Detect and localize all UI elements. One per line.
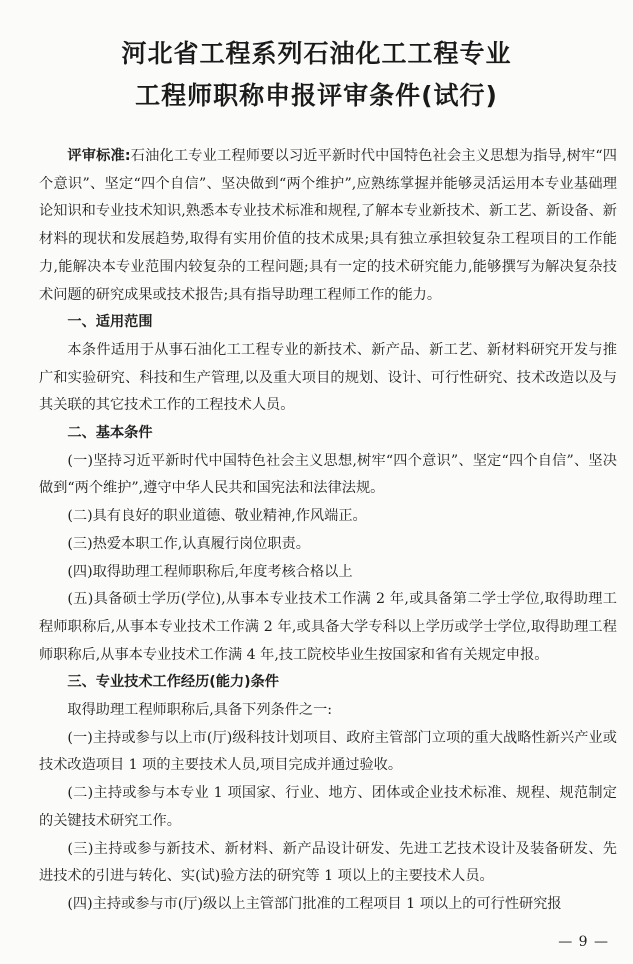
section-3-heading: 三、专业技术工作经历(能力)条件 <box>67 674 279 691</box>
section-1-text: 本条件适用于从事石油化工工程专业的新技术、新产品、新工艺、新材料研究开发与推广和实验研究、科技和生产管理,以及重大项目的规划、设计、可行性研究、技术改造以及与其关联的其它技术工作的工程技术人员。 <box>39 341 617 414</box>
section-2-item: (三)热爱本职工作,认真履行岗位职责。 <box>67 535 310 552</box>
evaluation-standard-paragraph <box>39 143 617 309</box>
section-3-intro: 取得助理工程师职称后,具备下列条件之一: <box>67 702 333 719</box>
section-3-item: (三)主持或参与新技术、新材料、新产品设计研发、先进工艺技术设计及装备研发、先进技术的引进与转化、实(试)验方法的研究等 1 项以上的主要技术人员。 <box>39 840 617 885</box>
evaluation-standard-text: 石油化工专业工程师要以习近平新时代中国特色社会主义思想为指导,树牢“四个意识”、坚定“四个自信”、坚决做到“两个维护”,应熟练掌握并能够灵活运用本专业基础理论知识和专业技术知识,熟悉本专业技术标准和规程,了解本专业新技术、新工艺、新设备、新材料的现状和发展趋势,取得有实用价值的技术成果;具有独立承担较复杂工程项目的工作能力,能解决本专业范围内较复杂的工程问题;具有一定的技术研究能力,能够撰写为解决复杂技术问题的研究成果或技术报告;具有指导助理工程师工作的能力。 <box>39 148 617 303</box>
section-2-item: (二)具有良好的职业道德、敬业精神,作风端正。 <box>67 508 367 525</box>
section-2-heading: 二、基本条件 <box>67 425 153 442</box>
section-3-item: (二)主持或参与本专业 1 项国家、行业、地方、团体或企业技术标准、规程、规范制定的关键技术研究工作。 <box>39 785 617 829</box>
section-1-heading: 一、适用范围 <box>67 314 153 331</box>
evaluation-standard-lead: 评审标准: <box>67 148 131 164</box>
document-body <box>39 143 617 919</box>
page-number: — 9 — <box>558 934 609 950</box>
section-3-item: (四)主持或参与市(厅)级以上主管部门批准的工程项目 1 项以上的可行性研究报 <box>67 895 562 912</box>
section-2-item: (五)具备硕士学历(学位),从事本专业技术工作满 2 年,或具备第二学士学位,取得助理工程师职称后,从事本专业技术工作满 2 年,或具备大学专科以上学历或学士学位,取得助理工程师职称后,从事本专业技术工作满 4 年,技工院校毕业生按国家和省有关规定申报。 <box>39 591 617 663</box>
section-2-item: (四)取得助理工程师职称后,年度考核合格以上 <box>67 563 353 580</box>
section-3-item: (一)主持或参与以上市(厅)级科技计划项目、政府主管部门立项的重大战略性新兴产业或技术改造项目 1 项的主要技术人员,项目完成并通过验收。 <box>39 729 617 774</box>
document-title-line-1: 河北省工程系列石油化工工程专业 <box>121 39 512 68</box>
section-2-item: (一)坚持习近平新时代中国特色社会主义思想,树牢“四个意识”、坚定“四个自信”、坚决做到“两个维护”,遵守中华人民共和国宪法和法律法规。 <box>39 452 617 497</box>
document-title-line-2: 工程师职称申报评审条件(试行) <box>135 81 498 110</box>
